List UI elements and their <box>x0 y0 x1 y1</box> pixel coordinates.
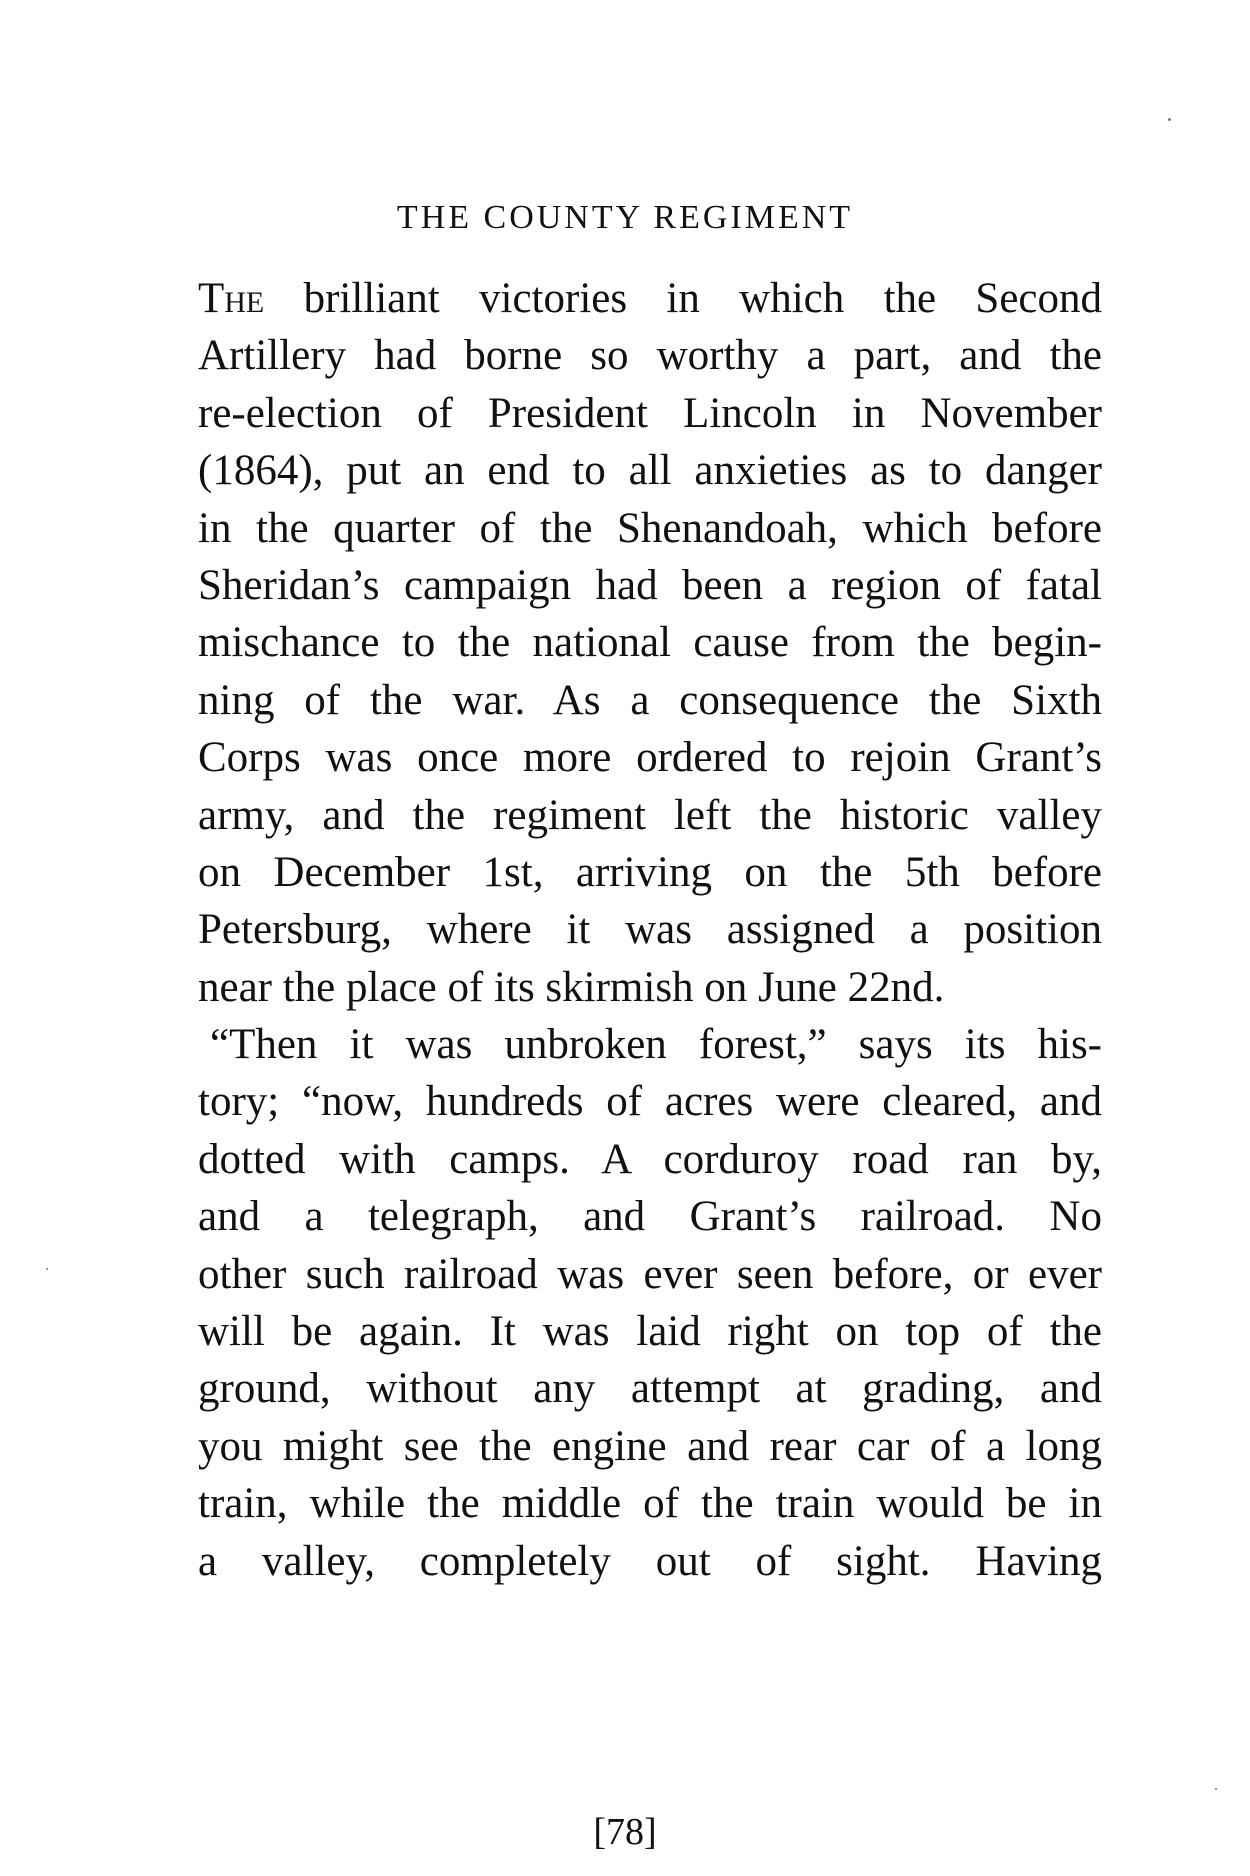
paragraph-2-line-10: a valley, completely out of sight. Having <box>198 1537 1102 1585</box>
paragraph-1-line-11: on December 1st, arriving on the 5th before <box>198 848 1102 896</box>
paragraph-1-line-9: Corps was once more ordered to rejoin Grant’s <box>198 734 1102 782</box>
scan-speck <box>1168 118 1171 121</box>
paragraph-2-line-9: train, while the middle of the train would be in <box>198 1480 1102 1528</box>
paragraph-2-line-7: ground, without any attempt at grading, and <box>198 1365 1102 1413</box>
scan-speck <box>46 1268 48 1270</box>
paragraph-1-line-5: in the quarter of the Shenandoah, which before <box>198 504 1102 552</box>
body-text <box>198 270 1102 1590</box>
paragraph-1-line-8: ning of the war. As a consequence the Sixth <box>198 676 1102 724</box>
paragraph-2-line-6: will be again. It was laid right on top of the <box>198 1308 1102 1356</box>
paragraph-1-line-13: near the place of its skirmish on June 22nd. <box>198 963 945 1011</box>
paragraph-1-line-3: re-election of President Lincoln in November <box>198 389 1102 437</box>
paragraph-1-line-7: mischance to the national cause from the begin- <box>198 619 1102 667</box>
paragraph-2-line-5: other such railroad was ever seen before, or ever <box>198 1250 1102 1298</box>
running-head: THE COUNTY REGIMENT <box>396 199 854 236</box>
paragraph-1-line-10: army, and the regiment left the historic valley <box>198 791 1102 839</box>
paragraph-2-line-2: tory; “now, hundreds of acres were cleared, and <box>198 1078 1102 1126</box>
paragraph-1-first-word: The <box>198 275 265 322</box>
scan-speck <box>1215 1788 1217 1790</box>
paragraph-1-line-1 <box>198 270 1102 327</box>
paragraph-1-line-4: (1864), put an end to all anxieties as to danger <box>198 447 1102 495</box>
paragraph-1-line-6: Sheridan’s campaign had been a region of fatal <box>198 561 1102 609</box>
paragraph-1-line-1-text: brilliant victories in which the Second <box>264 275 1102 322</box>
page-number: [78] <box>593 1811 657 1853</box>
paragraph-2-line-8: you might see the engine and rear car of a long <box>198 1422 1102 1470</box>
paragraph-1-line-2: Artillery had borne so worthy a part, and the <box>198 332 1102 380</box>
paragraph-1-line-12: Petersburg, where it was assigned a position <box>198 906 1102 954</box>
paragraph-2-line-3: dotted with camps. A corduroy road ran by, <box>198 1135 1102 1183</box>
paragraph-2-line-4: and a telegraph, and Grant’s railroad. No <box>198 1193 1102 1241</box>
paragraph-2-line-1: “Then it was unbroken forest,” says its his- <box>210 1021 1102 1069</box>
